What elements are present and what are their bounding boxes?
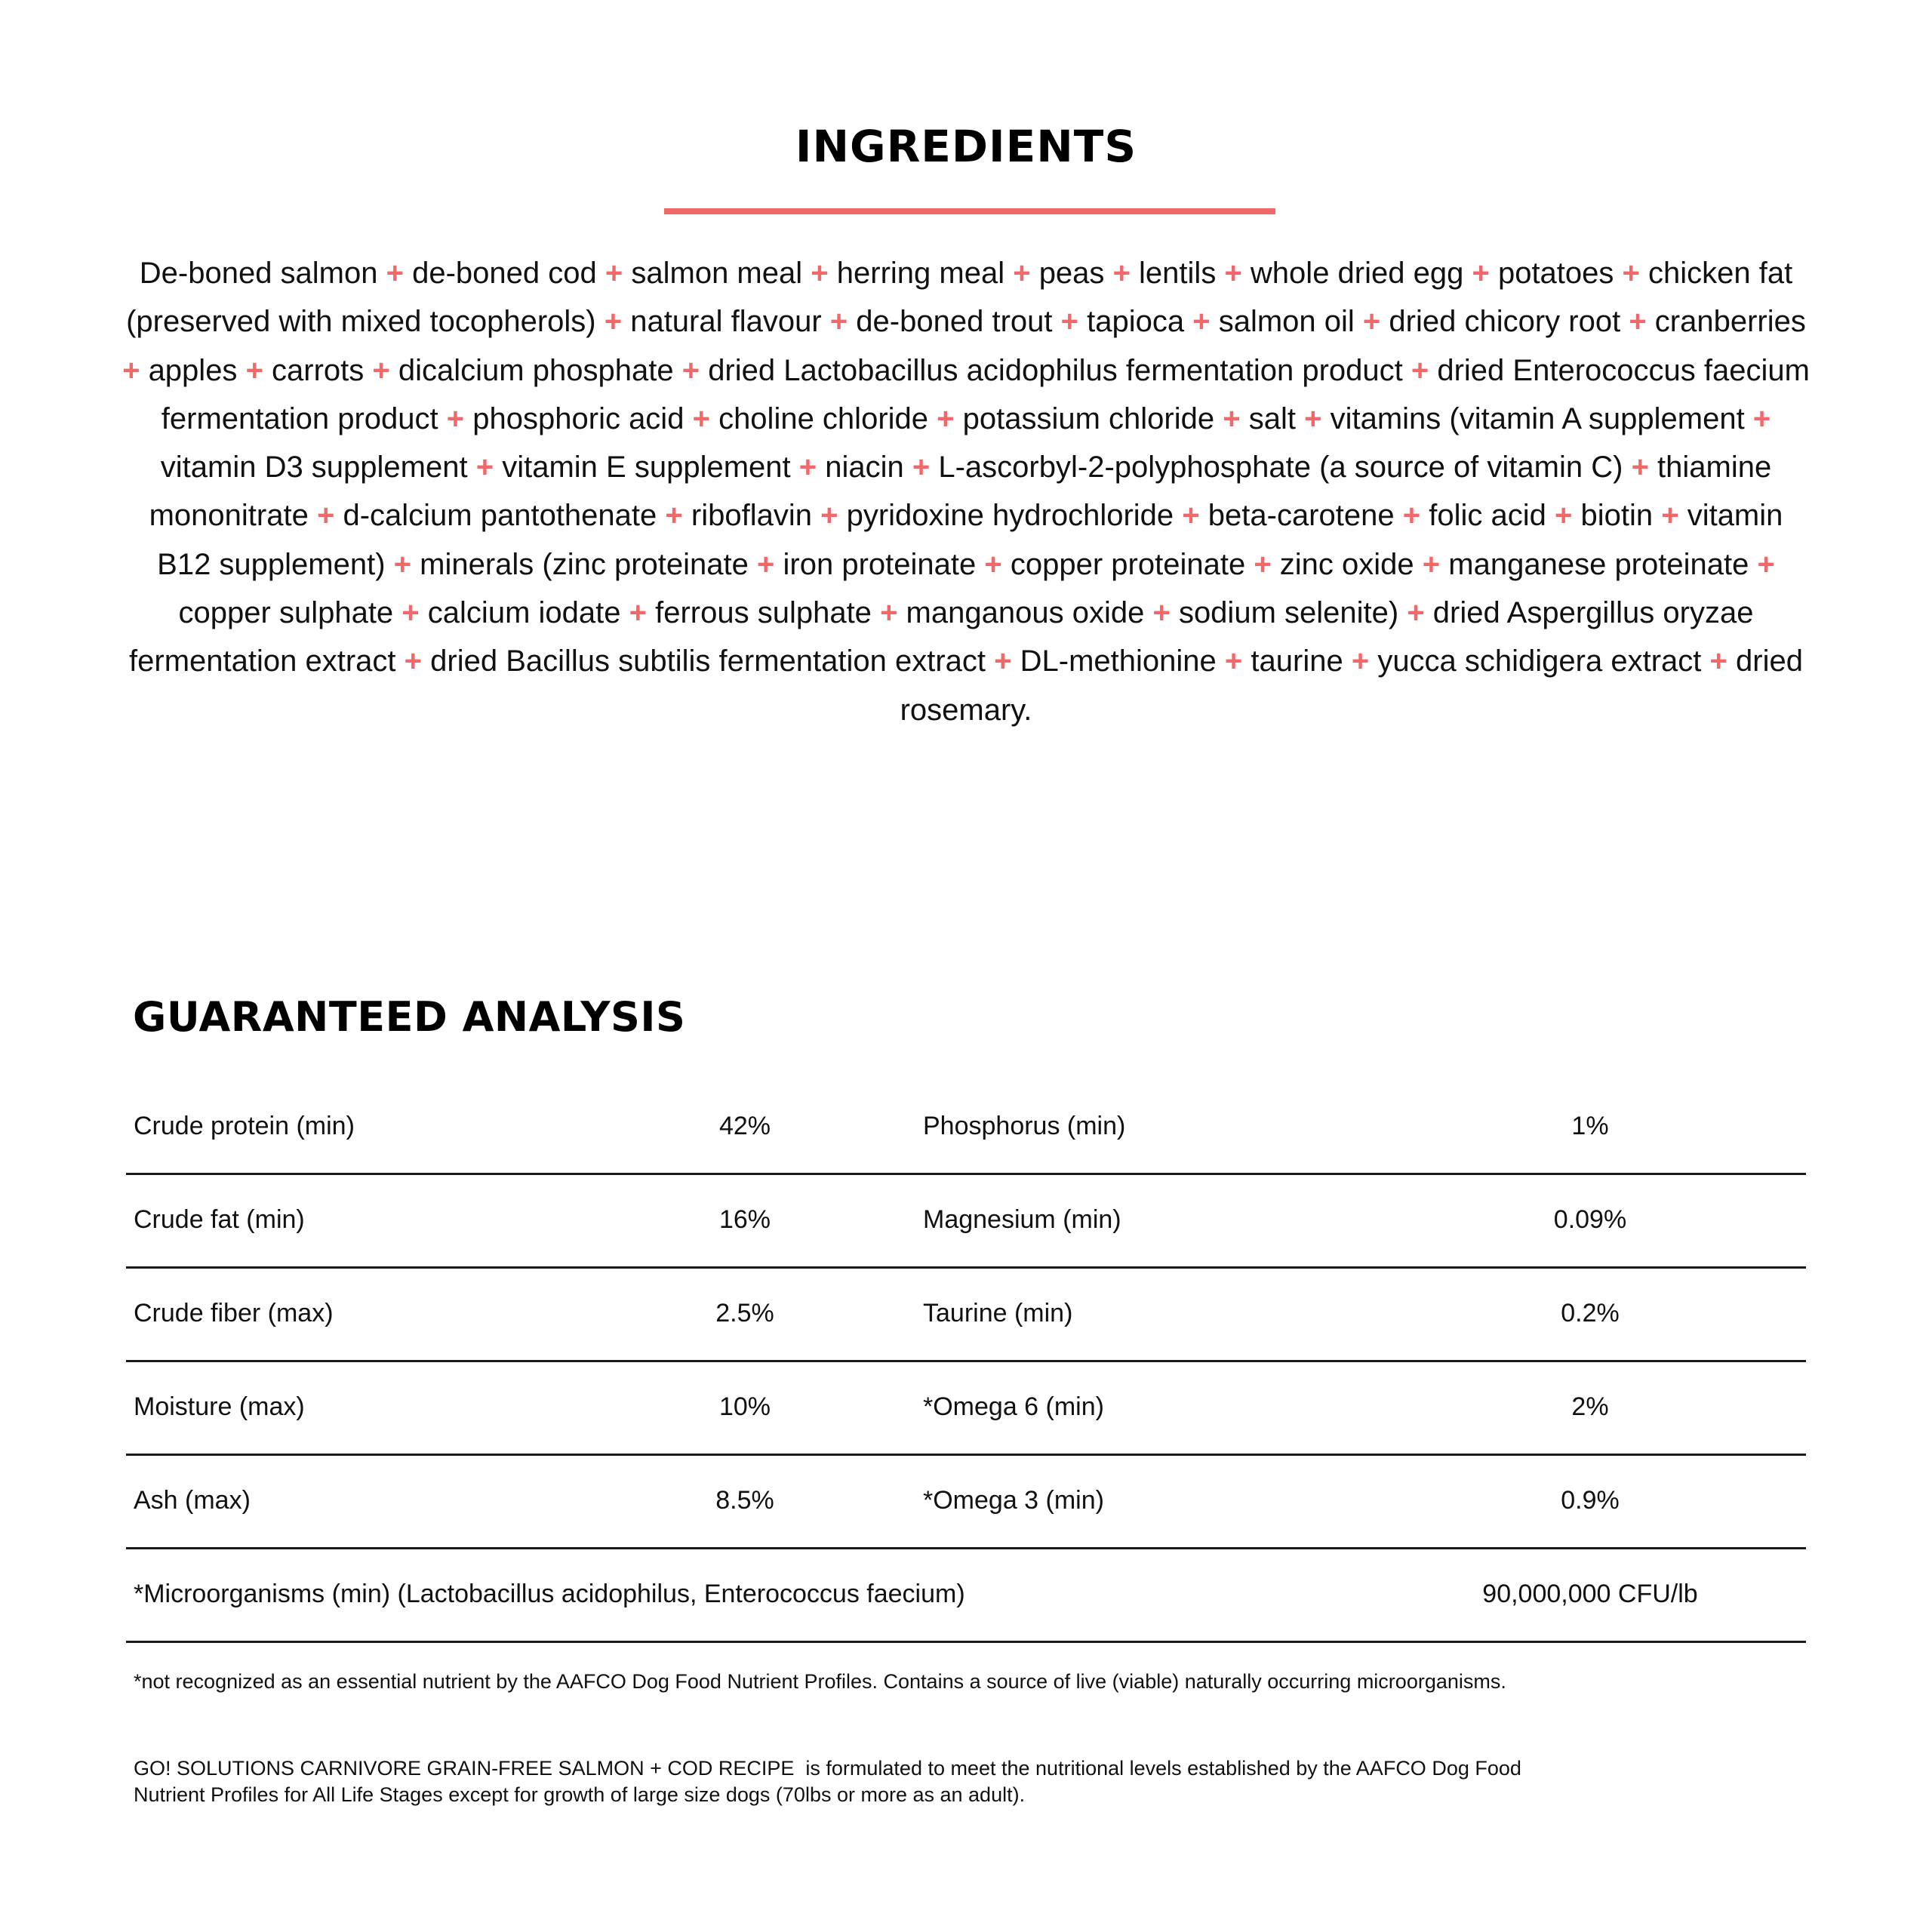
ingredient-item: d-calcium pantothenate <box>343 499 657 533</box>
nutrient-value: 0.09% <box>1553 1205 1627 1234</box>
nutrient-label: Crude fat (min) <box>134 1205 305 1234</box>
aafco-footnote: *not recognized as an essential nutrient by the AAFCO Dog Food Nutrient Profiles. Contains a source of live (viable) naturally occurring microorganisms. <box>134 1670 1506 1693</box>
nutrient-value: 2.5% <box>715 1299 774 1327</box>
plus-separator-icon: + <box>798 451 817 485</box>
plus-separator-icon: + <box>1152 596 1171 630</box>
ingredients-list <box>121 249 1811 734</box>
table-row <box>126 1081 1806 1175</box>
plus-separator-icon: + <box>122 353 140 387</box>
ingredient-item: niacin <box>825 451 904 485</box>
ingredient-item: vitamin D3 supplement <box>160 451 468 485</box>
plus-separator-icon: + <box>1661 499 1679 533</box>
plus-separator-icon: + <box>1631 451 1649 485</box>
ingredient-item: natural flavour <box>630 305 822 339</box>
ingredient-item: DL-methionine <box>1020 645 1217 678</box>
heading-accent-rule <box>664 208 1275 214</box>
plus-separator-icon: + <box>1351 645 1370 678</box>
table-row <box>126 1269 1806 1362</box>
plus-separator-icon: + <box>1411 353 1429 387</box>
plus-separator-icon: + <box>629 596 647 630</box>
ingredient-item: whole dried egg <box>1250 257 1464 290</box>
ingredient-item: phosphoric acid <box>472 401 685 435</box>
nutrient-value: 10% <box>718 1392 771 1421</box>
ingredient-item: carrots <box>272 353 365 387</box>
plus-separator-icon: + <box>984 547 1002 581</box>
plus-separator-icon: + <box>446 401 465 435</box>
ingredient-item: dried chicory root <box>1389 305 1621 339</box>
plus-separator-icon: + <box>245 353 263 387</box>
plus-separator-icon: + <box>372 353 390 387</box>
plus-separator-icon: + <box>665 499 683 533</box>
ingredient-item: tapioca <box>1087 305 1185 339</box>
nutrient-label: Phosphorus (min) <box>923 1112 1126 1140</box>
plus-separator-icon: + <box>681 353 700 387</box>
plus-separator-icon: + <box>1254 547 1272 581</box>
plus-separator-icon: + <box>386 257 404 290</box>
ingredient-item: riboflavin <box>691 499 812 533</box>
statement-line-2: Nutrient Profiles for All Life Stages except for growth of large size dogs (70lbs or more as an adult). <box>134 1783 1026 1806</box>
nutrient-value: 90,000,000 CFU/lb <box>1482 1580 1698 1608</box>
ingredient-item: iron proteinate <box>783 547 977 581</box>
ingredient-item: cranberries <box>1654 305 1806 339</box>
plus-separator-icon: + <box>994 645 1012 678</box>
ingredient-item: apples <box>148 353 238 387</box>
plus-separator-icon: + <box>401 596 420 630</box>
ingredient-item: taurine <box>1251 645 1343 678</box>
plus-separator-icon: + <box>1554 499 1573 533</box>
nutrient-label: *Omega 6 (min) <box>923 1392 1104 1421</box>
ingredient-item: folic acid <box>1429 499 1546 533</box>
guaranteed-analysis-table <box>126 1081 1806 1643</box>
guaranteed-analysis-heading: GUARANTEED ANALYSIS <box>133 993 686 1041</box>
plus-separator-icon: + <box>605 257 623 290</box>
table-row <box>126 1362 1806 1456</box>
plus-separator-icon: + <box>1224 645 1243 678</box>
ingredient-item: biotin <box>1580 499 1654 533</box>
ingredient-item: potassium chloride <box>962 401 1215 435</box>
ingredient-item: thiamine mononitrate <box>149 451 1772 533</box>
ingredient-item: chicken fat (preserved with mixed tocopherols) <box>126 257 1793 339</box>
ingredient-item: copper sulphate <box>178 596 394 630</box>
ingredient-item: zinc oxide <box>1279 547 1414 581</box>
plus-separator-icon: + <box>604 305 623 339</box>
nutrient-value: 16% <box>718 1205 771 1234</box>
nutrient-label: Taurine (min) <box>923 1299 1073 1327</box>
nutrient-value: 2% <box>1571 1392 1609 1421</box>
ingredient-item: minerals (zinc proteinate <box>420 547 749 581</box>
ingredient-item: dried Enterococcus faecium fermentation product <box>161 353 1810 435</box>
plus-separator-icon: + <box>1629 305 1647 339</box>
plus-separator-icon: + <box>757 547 775 581</box>
ingredient-item: dried Aspergillus oryzae fermentation extract <box>129 596 1754 678</box>
ingredient-item: yucca schidigera extract <box>1377 645 1702 678</box>
nutrient-label: Magnesium (min) <box>923 1205 1121 1234</box>
plus-separator-icon: + <box>1362 305 1381 339</box>
plus-separator-icon: + <box>1709 645 1727 678</box>
nutrient-value: 42% <box>718 1112 771 1140</box>
nutrient-label: Crude protein (min) <box>134 1112 355 1140</box>
nutrient-value: 0.2% <box>1561 1299 1620 1327</box>
nutrient-label: Crude fiber (max) <box>134 1299 334 1327</box>
ingredient-item: choline chloride <box>718 401 929 435</box>
nutrient-label: *Microorganisms (min) (Lactobacillus acidophilus, Enterococcus faecium) <box>134 1580 965 1608</box>
plus-separator-icon: + <box>1304 401 1322 435</box>
ingredient-item: dicalcium phosphate <box>398 353 674 387</box>
ingredient-item: L-ascorbyl-2-polyphosphate (a source of vitamin C) <box>938 451 1623 485</box>
table-row-microorganisms <box>126 1549 1806 1643</box>
ingredient-item: manganous oxide <box>906 596 1145 630</box>
plus-separator-icon: + <box>1757 547 1775 581</box>
ingredient-item: dried rosemary. <box>900 645 1803 727</box>
plus-separator-icon: + <box>1060 305 1078 339</box>
plus-separator-icon: + <box>811 257 829 290</box>
nutrient-label: *Omega 3 (min) <box>923 1486 1104 1515</box>
ingredient-item: herring meal <box>836 257 1005 290</box>
ingredient-item: vitamins (vitamin A supplement <box>1330 401 1745 435</box>
ingredient-item: ferrous sulphate <box>655 596 872 630</box>
plus-separator-icon: + <box>1472 257 1490 290</box>
plus-separator-icon: + <box>1112 257 1131 290</box>
plus-separator-icon: + <box>880 596 898 630</box>
plus-separator-icon: + <box>404 645 423 678</box>
plus-separator-icon: + <box>937 401 955 435</box>
ingredient-item: salmon oil <box>1218 305 1355 339</box>
plus-separator-icon: + <box>820 499 838 533</box>
nutrient-label: Moisture (max) <box>134 1392 305 1421</box>
ingredient-item: dried Lactobacillus acidophilus fermentation product <box>708 353 1403 387</box>
ingredient-item: de-boned cod <box>412 257 597 290</box>
ingredient-item: salmon meal <box>631 257 803 290</box>
plus-separator-icon: + <box>1407 596 1425 630</box>
ingredient-item: de-boned trout <box>856 305 1053 339</box>
nutrient-value: 8.5% <box>715 1486 774 1515</box>
plus-separator-icon: + <box>1013 257 1031 290</box>
plus-separator-icon: + <box>475 451 494 485</box>
nutrient-value: 1% <box>1571 1112 1609 1140</box>
plus-separator-icon: + <box>1402 499 1421 533</box>
ingredient-item: manganese proteinate <box>1448 547 1749 581</box>
ingredient-item: vitamin B12 supplement) <box>157 499 1783 581</box>
plus-separator-icon: + <box>1224 257 1242 290</box>
ingredients-heading: INGREDIENTS <box>795 121 1137 172</box>
plus-separator-icon: + <box>1422 547 1441 581</box>
ingredient-item: vitamin E supplement <box>502 451 791 485</box>
ingredient-item: sodium selenite) <box>1178 596 1399 630</box>
ingredient-item: beta-carotene <box>1208 499 1395 533</box>
table-row <box>126 1456 1806 1549</box>
ingredient-item: calcium iodate <box>427 596 621 630</box>
plus-separator-icon: + <box>393 547 412 581</box>
plus-separator-icon: + <box>829 305 848 339</box>
plus-separator-icon: + <box>1223 401 1241 435</box>
nutrient-value: 0.9% <box>1561 1486 1620 1515</box>
ingredient-item: copper proteinate <box>1010 547 1246 581</box>
plus-separator-icon: + <box>1622 257 1640 290</box>
aafco-statement <box>134 1755 1794 1808</box>
plus-separator-icon: + <box>1182 499 1200 533</box>
plus-separator-icon: + <box>1752 401 1771 435</box>
statement-line-1: GO! SOLUTIONS CARNIVORE GRAIN-FREE SALMON + COD RECIPE is formulated to meet the nutritional levels established by the AAFCO Dog Food <box>134 1757 1521 1780</box>
table-row <box>126 1175 1806 1269</box>
ingredient-item: pyridoxine hydrochloride <box>846 499 1174 533</box>
plus-separator-icon: + <box>912 451 931 485</box>
ingredient-item: peas <box>1038 257 1105 290</box>
plus-separator-icon: + <box>316 499 335 533</box>
ingredient-item: De-boned salmon <box>139 257 378 290</box>
nutrient-label: Ash (max) <box>134 1486 251 1515</box>
plus-separator-icon: + <box>1192 305 1211 339</box>
ingredient-item: salt <box>1248 401 1296 435</box>
ingredient-item: dried Bacillus subtilis fermentation extract <box>430 645 986 678</box>
ingredient-item: potatoes <box>1497 257 1614 290</box>
ingredient-item: lentils <box>1139 257 1217 290</box>
plus-separator-icon: + <box>692 401 710 435</box>
